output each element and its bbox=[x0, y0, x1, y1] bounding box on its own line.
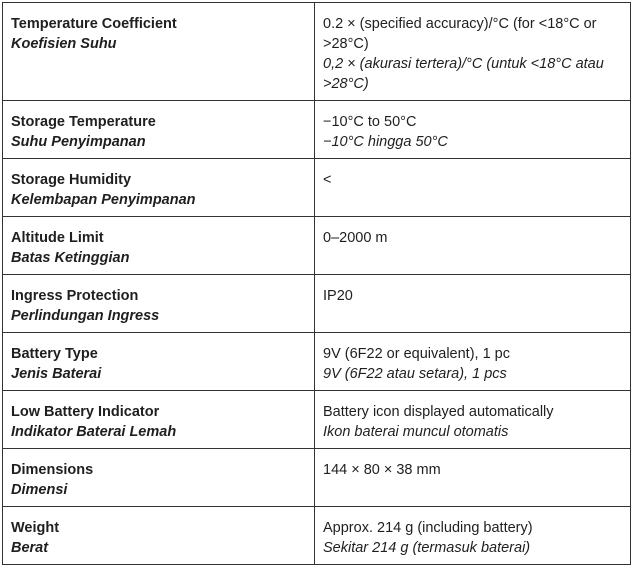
spec-table bbox=[2, 2, 631, 565]
table-row bbox=[3, 275, 631, 333]
table-row bbox=[3, 391, 631, 449]
label-english: Dimensions bbox=[11, 462, 94, 478]
value-cell bbox=[315, 507, 631, 565]
value-english: < bbox=[323, 172, 332, 188]
table-row bbox=[3, 507, 631, 565]
label-cell bbox=[3, 275, 315, 333]
label-english: Weight bbox=[11, 520, 60, 536]
label-indonesian: Dimensi bbox=[11, 482, 68, 498]
label-english: Altitude Limit bbox=[11, 230, 104, 246]
value-english: Approx. 214 g (including battery) bbox=[323, 520, 533, 536]
table-row bbox=[3, 217, 631, 275]
label-english: Storage Temperature bbox=[11, 114, 156, 130]
value-english: −10°C to 50°C bbox=[323, 114, 417, 130]
label-indonesian: Jenis Baterai bbox=[11, 366, 102, 382]
table-row bbox=[3, 3, 631, 101]
value-english: IP20 bbox=[323, 288, 353, 304]
value-cell bbox=[315, 159, 631, 217]
value-english: 0.2 × (specified accuracy)/°C (for <18°C or >28°C) bbox=[323, 16, 597, 52]
label-english: Ingress Protection bbox=[11, 288, 139, 304]
label-english: Low Battery Indicator bbox=[11, 404, 160, 420]
label-cell bbox=[3, 217, 315, 275]
label-cell bbox=[3, 333, 315, 391]
value-cell bbox=[315, 217, 631, 275]
label-indonesian: Suhu Penyimpanan bbox=[11, 134, 146, 150]
label-indonesian: Batas Ketinggian bbox=[11, 250, 130, 266]
label-indonesian: Berat bbox=[11, 540, 49, 556]
label-cell bbox=[3, 449, 315, 507]
label-indonesian: Perlindungan Ingress bbox=[11, 308, 160, 324]
value-indonesian: −10°C hingga 50°C bbox=[323, 134, 448, 150]
value-indonesian: Sekitar 214 g (termasuk baterai) bbox=[323, 540, 531, 556]
value-cell bbox=[315, 449, 631, 507]
label-indonesian: Indikator Baterai Lemah bbox=[11, 424, 177, 440]
label-cell bbox=[3, 101, 315, 159]
value-cell bbox=[315, 391, 631, 449]
label-cell bbox=[3, 391, 315, 449]
value-indonesian: 0,2 × (akurasi tertera)/°C (untuk <18°C atau >28°C) bbox=[323, 56, 604, 92]
label-english: Storage Humidity bbox=[11, 172, 132, 188]
value-english: 144 × 80 × 38 mm bbox=[323, 462, 441, 478]
value-indonesian: 9V (6F22 atau setara), 1 pcs bbox=[323, 366, 507, 382]
value-cell bbox=[315, 3, 631, 101]
value-english: Battery icon displayed automatically bbox=[323, 404, 554, 420]
table-row bbox=[3, 101, 631, 159]
value-cell bbox=[315, 275, 631, 333]
label-indonesian: Koefisien Suhu bbox=[11, 36, 117, 52]
label-cell bbox=[3, 507, 315, 565]
table-row bbox=[3, 159, 631, 217]
value-cell bbox=[315, 101, 631, 159]
label-indonesian: Kelembapan Penyimpanan bbox=[11, 192, 196, 208]
table-row bbox=[3, 449, 631, 507]
label-cell bbox=[3, 3, 315, 101]
value-cell bbox=[315, 333, 631, 391]
value-indonesian: Ikon baterai muncul otomatis bbox=[323, 424, 509, 440]
label-cell bbox=[3, 159, 315, 217]
value-english: 0–2000 m bbox=[323, 230, 388, 246]
label-english: Temperature Coefficient bbox=[11, 16, 177, 32]
label-english: Battery Type bbox=[11, 346, 98, 362]
table-row bbox=[3, 333, 631, 391]
value-english: 9V (6F22 or equivalent), 1 pc bbox=[323, 346, 510, 362]
